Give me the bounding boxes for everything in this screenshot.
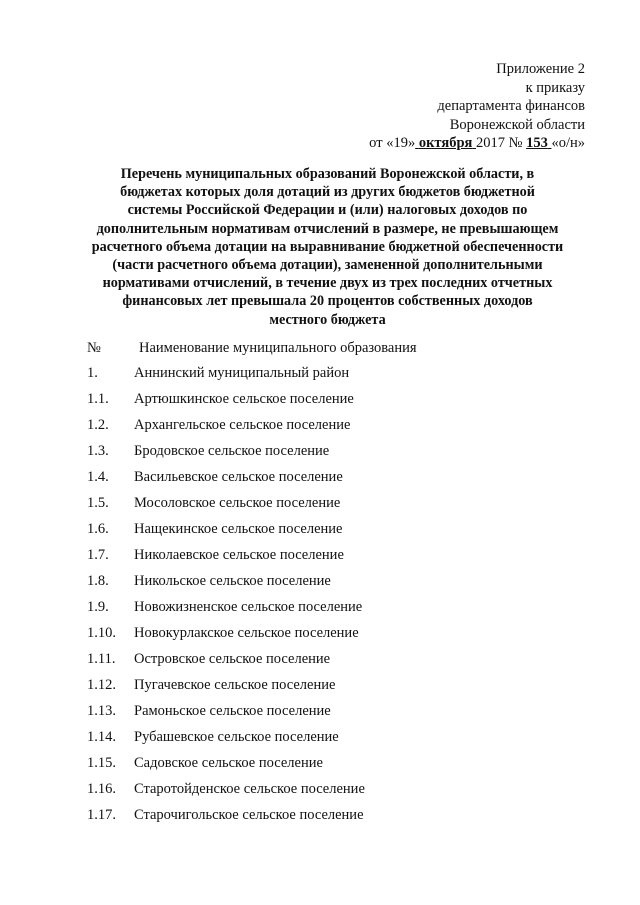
title-line: местного бюджета: [269, 311, 386, 328]
item-name: Островское сельское поселение: [134, 651, 331, 667]
order-suffix: «о/н»: [551, 135, 585, 151]
item-number: 1.2.: [87, 417, 109, 433]
list-item: [87, 598, 567, 624]
item-name: Рубашевское сельское поселение: [134, 729, 339, 745]
item-name: Аннинский муниципальный район: [134, 365, 350, 381]
item-name: Васильевское сельское поселение: [134, 469, 343, 485]
item-name: Артюшкинское сельское поселение: [134, 391, 354, 407]
item-number: 1.11.: [87, 651, 116, 667]
order-ref: к приказу: [525, 79, 585, 96]
item-number: 1.13.: [87, 703, 116, 719]
list-item: [87, 494, 567, 520]
item-number: 1.12.: [87, 677, 116, 693]
list-item: [87, 754, 567, 780]
appendix-header: [369, 60, 585, 153]
item-number: 1.5.: [87, 495, 109, 511]
item-number: 1.8.: [87, 573, 109, 589]
region-name: Воронежской области: [449, 116, 585, 133]
list-item: [87, 650, 567, 676]
item-name: Пугачевское сельское поселение: [134, 677, 336, 693]
title-line: дополнительным нормативам отчислений в размере, не превышающем: [96, 220, 559, 237]
list-item: [87, 390, 567, 416]
order-day: «19»: [386, 135, 416, 151]
column-header-number: №: [87, 340, 101, 356]
list-item: [87, 520, 567, 546]
item-number: 1.: [87, 365, 98, 381]
order-month: октября: [418, 135, 473, 151]
title-line: расчетного объема дотации на выравнивание бюджетной обеспеченности: [91, 238, 564, 255]
title-line: бюджетах которых доля дотаций из других бюджетов бюджетной: [120, 184, 535, 201]
list-item: [87, 572, 567, 598]
list-item: [87, 364, 567, 390]
list-item: [87, 624, 567, 650]
item-name: Садовское сельское поселение: [134, 755, 323, 771]
list-item: [87, 780, 567, 806]
list-item: [87, 468, 567, 494]
title-line: системы Российской Федерации и (или) налоговых доходов по: [127, 202, 528, 219]
item-number: 1.4.: [87, 469, 109, 485]
document-title: [80, 165, 575, 329]
item-number: 1.3.: [87, 443, 109, 459]
order-number: 153: [526, 135, 548, 151]
list-item: [87, 728, 567, 754]
list-item: [87, 702, 567, 728]
item-number: 1.1.: [87, 391, 109, 407]
item-number: 1.7.: [87, 547, 109, 563]
item-name: Старочигольское сельское поселение: [134, 807, 364, 823]
list-item: [87, 442, 567, 468]
item-name: Николаевское сельское поселение: [134, 547, 344, 563]
order-year: 2017: [475, 135, 505, 151]
list-item: [87, 806, 567, 832]
item-number: 1.16.: [87, 781, 116, 797]
item-name: Архангельское сельское поселение: [134, 417, 351, 433]
item-name: Рамоньское сельское поселение: [134, 703, 331, 719]
department-name: департамента финансов: [437, 98, 585, 114]
order-from: от: [369, 135, 383, 151]
item-name: Бродовское сельское поселение: [134, 443, 330, 459]
item-name: Старотойденское сельское поселение: [134, 781, 365, 797]
item-name: Нащекинское сельское поселение: [134, 521, 343, 537]
item-name: Мосоловское сельское поселение: [134, 495, 341, 511]
item-number: 1.9.: [87, 599, 109, 615]
list-item: [87, 676, 567, 702]
title-line: (части расчетного объема дотации), замененной дополнительными: [112, 257, 543, 274]
item-name: Новокурлакское сельское поселение: [134, 625, 359, 641]
item-number: 1.14.: [87, 729, 116, 745]
title-line: Перечень муниципальных образований Воронежской области, в: [120, 166, 535, 182]
item-number: 1.15.: [87, 755, 116, 771]
title-line: нормативами отчислений, в течение двух из трех последних отчетных: [102, 275, 553, 292]
appendix-label: Приложение 2: [496, 61, 585, 77]
order-number-sign: №: [508, 135, 523, 151]
municipality-list: [87, 364, 567, 832]
item-name: Новожизненское сельское поселение: [134, 599, 363, 615]
list-item: [87, 546, 567, 572]
list-item: [87, 416, 567, 442]
item-number: 1.17.: [87, 807, 116, 823]
item-name: Никольское сельское поселение: [134, 573, 331, 589]
item-number: 1.6.: [87, 521, 109, 537]
title-line: финансовых лет превышала 20 процентов собственных доходов: [122, 293, 533, 310]
column-header-name: Наименование муниципального образования: [139, 340, 417, 356]
item-number: 1.10.: [87, 625, 116, 641]
order-date-line: [369, 134, 585, 153]
